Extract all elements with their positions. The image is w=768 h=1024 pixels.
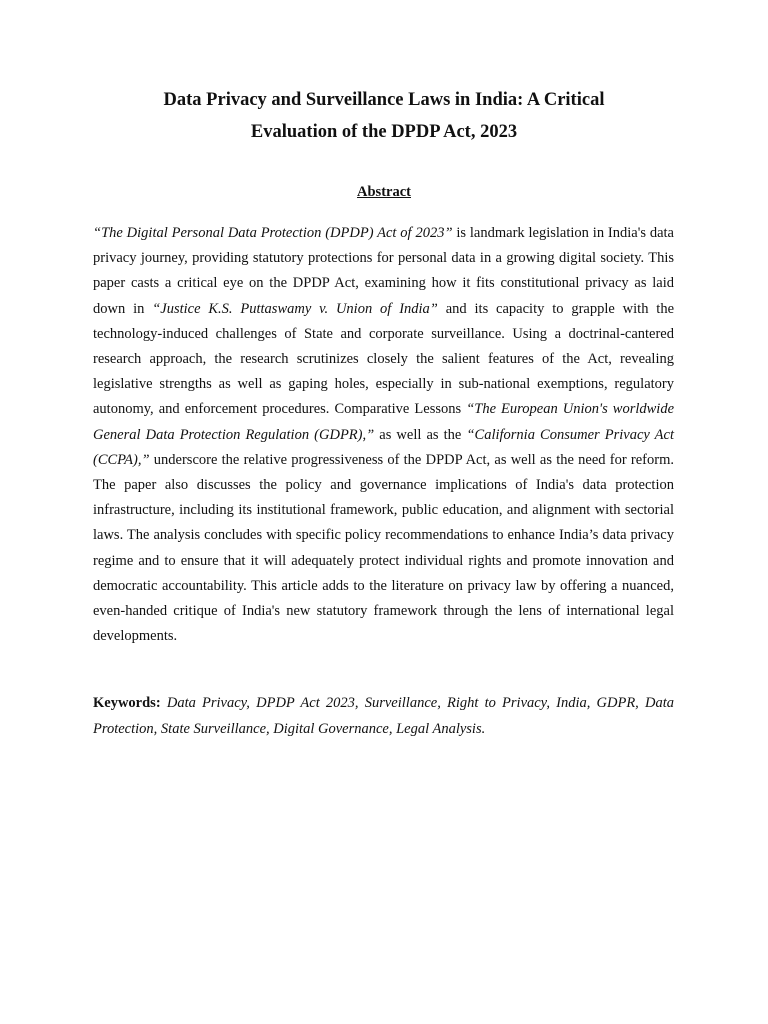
abstract-quote-puttaswamy: “Justice K.S. Puttaswamy v. Union of India” [152, 300, 438, 317]
keywords-list: Data Privacy, DPDP Act 2023, Surveillance, Right to Privacy, India, GDPR, Data Protection, State Surveillance, Digital Governance, Legal Analysis. [93, 695, 674, 737]
title-line-1: Data Privacy and Surveillance Laws in India: A Critical [163, 90, 605, 110]
abstract-text-3: as well as the [374, 426, 467, 443]
title-line-2: Evaluation of the DPDP Act, 2023 [250, 122, 518, 142]
abstract-text-4: underscore the relative progressiveness of the DPDP Act, as well as the need for reform. The paper also discusses the policy and governance implications of India's data protection infrastructure, including its institutional framework, public education, and alignment with sectorial laws. The analysis concludes with specific policy recommendations to enhance India’s data privacy regime and to ensure that it will adequately protect individual rights and promote innovation and democratic accountability. This article adds to the literature on privacy law by offering a nuanced, even-handed critique of India's new statutory framework through the lens of international legal developments. [93, 451, 674, 645]
keywords-label: Keywords: [93, 695, 161, 711]
paper-title [93, 84, 675, 148]
abstract-quote-ccpa: “California Consumer Privacy Act (CCPA),” [93, 426, 674, 468]
abstract-quote-gdpr: “The European Union's worldwide General Data Protection Regulation (GDPR),” [93, 401, 675, 443]
abstract-heading: Abstract [357, 184, 411, 200]
abstract-paragraph [93, 221, 674, 649]
keywords-paragraph [93, 691, 674, 742]
abstract-text-1: is landmark legislation in India's data privacy journey, providing statutory protections for personal data in a growing digital society. This paper casts a critical eye on the DPDP Act, examining how it fits constitutional privacy as laid down in [93, 225, 674, 317]
abstract-text-2: and its capacity to grapple with the technology-induced challenges of State and corporate surveillance. Using a doctrinal-cantered research approach, the research scrutinizes closely the salient features of the Act, revealing legislative strengths as well as gaping holes, especially in sub-national exemptions, regulatory autonomy, and enforcement procedures. Comparative Lessons [93, 300, 675, 418]
abstract-quote-dpdp: “The Digital Personal Data Protection (DPDP) Act of 2023” [93, 225, 453, 241]
